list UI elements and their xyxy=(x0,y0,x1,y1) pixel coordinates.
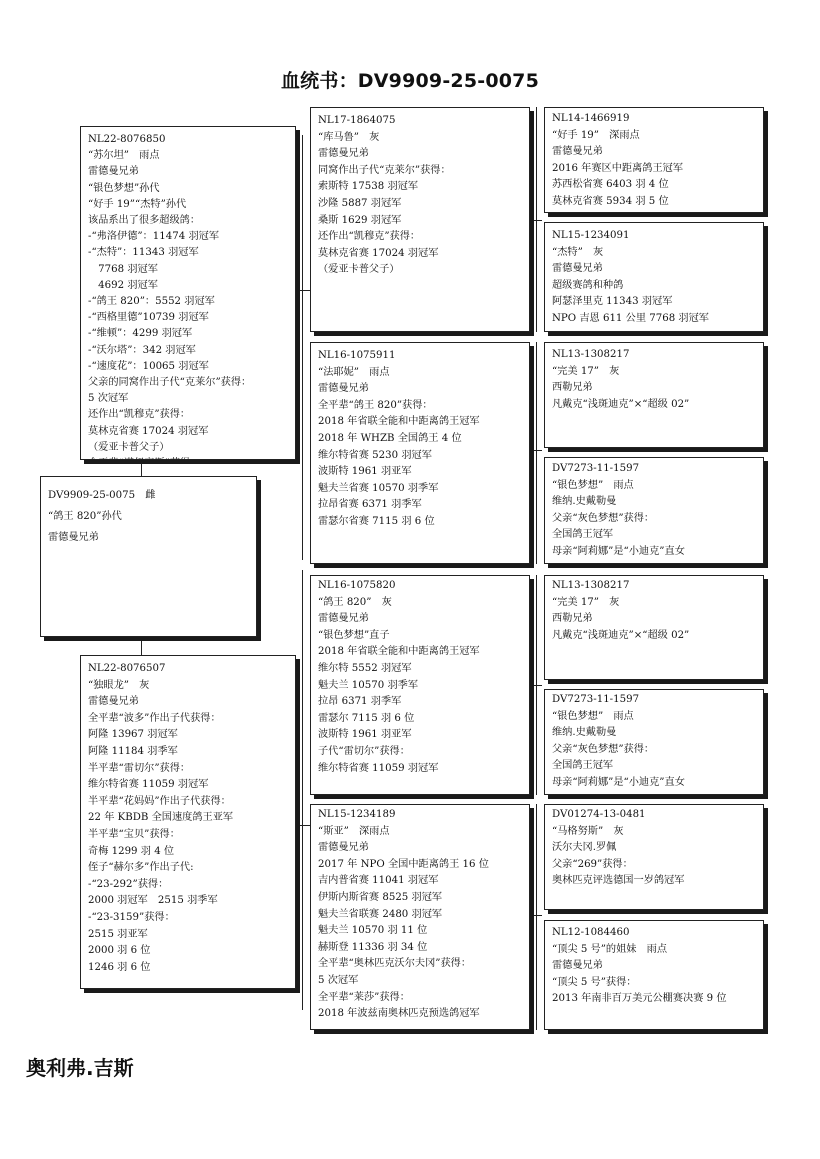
dam-dam-info-line: 魁夫兰 10570 羽 11 位 xyxy=(318,925,428,937)
dam-info-line: 阿隆 11184 羽季军 xyxy=(88,745,178,757)
dam-dam-ring-number: NL15-1234189 xyxy=(318,809,396,820)
ancestor-info-line: 莫林克省赛 5934 羽 5 位 xyxy=(552,195,669,207)
ancestor-ring-number: DV7273-11-1597 xyxy=(552,463,640,474)
connector-line xyxy=(296,825,310,826)
sire-dam-info-line: 拉昂省赛 6371 羽季军 xyxy=(318,499,422,511)
ancestor-name: “顶尖 5 号”的姐妹 雨点 xyxy=(552,943,668,955)
ancestor-info-line: 凡戴克“浅斑迪克”×“超级 02” xyxy=(552,629,690,641)
dam-info-line: 2000 羽 6 位 xyxy=(88,945,151,957)
sire-info-line: 5 次冠军 xyxy=(88,393,129,405)
dam-breeder: 雷德曼兄弟 xyxy=(88,696,139,708)
ancestor-info-line: 母亲“阿莉娜”是“小迪克”直女 xyxy=(552,776,685,788)
ancestor-breeder: 沃尔夫冈.罗佩 xyxy=(552,842,617,854)
dam-dam-info-line: 赫斯登 11336 羽 34 位 xyxy=(318,941,428,953)
sire-dam-info-line: 魁夫兰省赛 10570 羽季军 xyxy=(318,482,439,494)
dam-info-line: -“23-292”获得： xyxy=(88,878,169,890)
dam-info-line: 22 年 KBDB 全国速度鸽王亚军 xyxy=(88,812,234,824)
ancestor-ring-number: NL12-1084460 xyxy=(552,927,630,938)
ancestor-info-line: 2016 年赛区中距离鸽王冠军 xyxy=(552,162,684,174)
connector-line xyxy=(302,570,303,1010)
dam-sire-info-line: 2018 年省联全能和中距离鸽王冠军 xyxy=(318,646,480,658)
connector-line xyxy=(141,460,142,476)
sire-name: “苏尔坦” 雨点 xyxy=(88,150,160,162)
dam-info-line: 阿隆 13967 羽冠军 xyxy=(88,729,178,741)
ancestor-info-line: “顶尖 5 号”获得： xyxy=(552,976,637,988)
sire-info-line: -“弗洛伊德”：11474 羽冠军 xyxy=(88,231,220,243)
sire-info-line: -“杰特”：11343 羽冠军 xyxy=(88,247,199,259)
sire-dam-info-line: 2018 年 WHZB 全国鸽王 4 位 xyxy=(318,432,462,444)
sire-sire-ring-number: NL17-1864075 xyxy=(318,115,396,126)
dam-dam-info-line: 2017 年 NPO 全国中距离鸽王 16 位 xyxy=(318,858,489,870)
sire-info-line: -“西格里德”10739 羽冠军 xyxy=(88,312,209,324)
ancestor-name: “银色梦想” 雨点 xyxy=(552,710,634,722)
ancestor-card-g3-7 xyxy=(544,804,764,910)
ancestor-card-g3-2 xyxy=(544,222,764,332)
ancestor-info-line: 超级赛鸽和种鸽 xyxy=(552,279,624,291)
connector-line xyxy=(536,342,537,564)
dam-info-line: 维尔特省赛 11059 羽冠军 xyxy=(88,779,209,791)
dam-info-line: 2000 羽冠军 2515 羽季军 xyxy=(88,895,218,907)
ancestor-ring-number: NL13-1308217 xyxy=(552,580,630,591)
ancestor-info-line: NPO 吉恩 611 公里 7768 羽冠军 xyxy=(552,312,709,324)
ancestor-card-g3-1 xyxy=(544,107,764,213)
sire-ring-number: NL22-8076850 xyxy=(88,134,166,145)
dam-info-line: 1246 羽 6 位 xyxy=(88,961,151,973)
ancestor-breeder: 雷德曼兄弟 xyxy=(552,960,603,972)
ancestor-ring-number: NL15-1234091 xyxy=(552,230,630,241)
ancestor-ring-number: DV7273-11-1597 xyxy=(552,694,640,705)
ancestor-card-g3-8 xyxy=(544,920,764,1030)
ancestor-info-line: 苏西松省赛 6403 羽 4 位 xyxy=(552,179,669,191)
sire-sire-breeder: 雷德曼兄弟 xyxy=(318,148,369,160)
dam-dam-breeder: 雷德曼兄弟 xyxy=(318,842,369,854)
dam-info-line: 全平辈“波多”作出子代获得： xyxy=(88,712,221,724)
connector-line xyxy=(302,135,303,560)
ancestor-info-line: 阿瑟泽里克 11343 羽冠军 xyxy=(552,296,673,308)
dam-info-line: -“23-3159”获得： xyxy=(88,911,175,923)
sire-sire-info-line: 沙隆 5887 羽冠军 xyxy=(318,197,402,209)
sire-info-line: 4692 羽冠军 xyxy=(88,279,158,291)
sire-sire-info-line: 还作出“凯穆克”获得： xyxy=(318,231,421,243)
sire-dam-breeder: 雷德曼兄弟 xyxy=(318,383,369,395)
ancestor-card-g3-6 xyxy=(544,689,764,795)
ancestor-info-line: 母亲“阿莉娜”是“小迪克”直女 xyxy=(552,545,685,557)
dam-info-line: 侄子“赫尔多”作出子代: xyxy=(88,862,194,874)
ancestor-ring-number: NL14-1466919 xyxy=(552,113,630,124)
connector-line xyxy=(296,290,310,291)
sire-sire-card xyxy=(310,107,530,332)
sire-breeder: 雷德曼兄弟 xyxy=(88,166,139,178)
dam-sire-breeder: 雷德曼兄弟 xyxy=(318,613,369,625)
subject-pigeon-card xyxy=(40,476,257,637)
ancestor-breeder: 雷德曼兄弟 xyxy=(552,263,603,275)
dam-sire-info-line: 维尔特 5552 羽冠军 xyxy=(318,662,412,674)
sire-dam-name: “法耶妮” 雨点 xyxy=(318,366,390,378)
dam-sire-info-line: 子代“雷切尔”获得： xyxy=(318,745,410,757)
ancestor-breeder: 维纳.史戴勒曼 xyxy=(552,727,617,739)
sire-dam-info-line: 维尔特省赛 5230 羽冠军 xyxy=(318,449,432,461)
dam-dam-info-line: 2018 年波兹南奥林匹克预选鸽冠军 xyxy=(318,1008,480,1020)
ancestor-ring-number: DV01274-13-0481 xyxy=(552,809,646,820)
connector-line xyxy=(141,637,142,655)
connector-line xyxy=(530,220,542,221)
connector-line xyxy=(536,804,537,1030)
dam-dam-info-line: 魁夫兰省联赛 2480 羽冠军 xyxy=(318,908,443,920)
sire-info-line: “好手 19”“杰特”孙代 xyxy=(88,198,187,210)
ancestor-info-line: 奥林匹克评选德国一岁鸽冠军 xyxy=(552,875,685,887)
sire-sire-info-line: 莫林克省赛 17024 羽冠军 xyxy=(318,247,439,259)
ancestor-breeder: 维纳.史戴勒曼 xyxy=(552,496,617,508)
sire-dam-info-line: 雷瑟尔省赛 7115 羽 6 位 xyxy=(318,515,435,527)
ancestor-info-line: 父亲“灰色梦想”获得： xyxy=(552,743,655,755)
sire-info-line: -“维顿”：4299 羽冠军 xyxy=(88,328,193,340)
sire-dam-info-line: 2018 年省联全能和中距离鸽王冠军 xyxy=(318,416,480,428)
sire-dam-ring-number: NL16-1075911 xyxy=(318,350,396,361)
sire-info-line: -“鸽王 820”：5552 羽冠军 xyxy=(88,296,215,308)
dam-info-line: 2515 羽亚军 xyxy=(88,928,148,940)
sire-sire-info-line: （爱亚卡普父子） xyxy=(318,264,400,276)
dam-sire-name: “鸽王 820” 灰 xyxy=(318,596,392,608)
ancestor-info-line: 全国鸽王冠军 xyxy=(552,760,614,772)
subject-lineage: “鸽王 820”孙代 xyxy=(48,511,122,522)
dam-sire-info-line: 波斯特 1961 羽亚军 xyxy=(318,729,412,741)
dam-dam-name: “斯亚” 深雨点 xyxy=(318,825,390,837)
dam-dam-info-line: 伊斯内斯省赛 8525 羽冠军 xyxy=(318,891,443,903)
sire-info-line: -“沃尔塔”：342 羽冠军 xyxy=(88,344,196,356)
ancestor-name: “马格努斯” 灰 xyxy=(552,825,624,837)
sire-info-line: 7768 羽冠军 xyxy=(88,263,158,275)
dam-info-line: 奇梅 1299 羽 4 位 xyxy=(88,845,175,857)
dam-dam-info-line: 全平辈“莱莎”获得： xyxy=(318,991,410,1003)
connector-line xyxy=(530,685,542,686)
dam-sire-ring-number: NL16-1075820 xyxy=(318,580,396,591)
sire-dam-card xyxy=(310,342,530,564)
dam-dam-info-line: 全平辈“奥林匹克沃尔夫冈”获得： xyxy=(318,958,472,970)
ancestor-breeder: 西勒兄弟 xyxy=(552,613,593,625)
dam-dam-info-line: 5 次冠军 xyxy=(318,974,359,986)
pedigree-title: 血统书：DV9909-25-0075 xyxy=(280,70,540,92)
ancestor-card-g3-5 xyxy=(544,575,764,680)
sire-sire-info-line: 桑斯 1629 羽冠军 xyxy=(318,214,402,226)
dam-ring-number: NL22-8076507 xyxy=(88,663,166,674)
dam-dam-card xyxy=(310,804,530,1030)
sire-sire-name: “库马鲁” 灰 xyxy=(318,131,380,143)
sire-info-line: （爱亚卡普父子） xyxy=(88,441,170,453)
dam-sire-info-line: “银色梦想”直子 xyxy=(318,629,390,641)
sire-info-line: 父亲的同窝作出子代“克莱尔”获得： xyxy=(88,377,252,389)
dam-dam-info-line: 吉内普省赛 11041 羽冠军 xyxy=(318,875,439,887)
ancestor-info-line: 2013 年南非百万美元公棚赛决赛 9 位 xyxy=(552,993,727,1005)
sire-sire-info-line: 索斯特 17538 羽冠军 xyxy=(318,181,419,193)
dam-card xyxy=(80,655,296,989)
ancestor-info-line: 父亲“灰色梦想”获得： xyxy=(552,512,655,524)
ancestor-name: “好手 19” 深雨点 xyxy=(552,129,640,141)
sire-info-line: “银色梦想”孙代 xyxy=(88,182,160,194)
dam-name: “独眼龙” 灰 xyxy=(88,679,150,691)
dam-info-line: 半平辈“花妈妈”作出子代获得： xyxy=(88,795,231,807)
dam-sire-info-line: 维尔特省赛 11059 羽冠军 xyxy=(318,762,439,774)
ancestor-breeder: 雷德曼兄弟 xyxy=(552,146,603,158)
dam-sire-card xyxy=(310,575,530,795)
connector-line xyxy=(530,915,542,916)
sire-card xyxy=(80,126,296,460)
sire-dam-info-line: 波斯特 1961 羽亚军 xyxy=(318,466,412,478)
dam-info-line: 半平辈“宝贝”获得： xyxy=(88,828,180,840)
sire-info-line: 莫林克省赛 17024 羽冠军 xyxy=(88,425,209,437)
connector-line xyxy=(530,450,542,451)
ancestor-name: “完美 17” 灰 xyxy=(552,596,620,608)
ancestor-breeder: 西勒兄弟 xyxy=(552,382,593,394)
sire-dam-info-line: 全平辈“鸽王 820”获得： xyxy=(318,399,433,411)
sire-info-line xyxy=(88,456,288,460)
dam-sire-info-line: 雷瑟尔 7115 羽 6 位 xyxy=(318,712,415,724)
dam-sire-info-line: 拉昂 6371 羽季军 xyxy=(318,696,402,708)
sire-info-line: 该品系出了很多超级鸽： xyxy=(88,215,201,227)
ancestor-ring-number: NL13-1308217 xyxy=(552,349,630,360)
dam-sire-info-line: 魁夫兰 10570 羽季军 xyxy=(318,679,419,691)
sire-info-line: -“速度花”：10065 羽冠军 xyxy=(88,360,209,372)
ancestor-name: “完美 17” 灰 xyxy=(552,365,620,377)
subject-breeder: 雷德曼兄弟 xyxy=(48,532,99,543)
subject-ring-number: DV9909-25-0075 雌 xyxy=(48,490,156,501)
ancestor-name: “银色梦想” 雨点 xyxy=(552,479,634,491)
dam-info-line: 半平辈“雷切尔”获得： xyxy=(88,762,191,774)
ancestor-card-g3-4 xyxy=(544,457,764,564)
ancestor-info-line: 全国鸽王冠军 xyxy=(552,529,614,541)
ancestor-card-g3-3 xyxy=(544,342,764,448)
ancestor-name: “杰特” 灰 xyxy=(552,246,604,258)
ancestor-info-line: 父亲“269”获得： xyxy=(552,858,633,870)
owner-name: 奥利弗.吉斯 xyxy=(26,1056,134,1080)
sire-sire-info-line: 同窝作出子代“克莱尔”获得： xyxy=(318,164,451,176)
ancestor-info-line: 凡戴克“浅斑迪克”×“超级 02” xyxy=(552,398,690,410)
sire-info-line: 还作出“凯穆克”获得： xyxy=(88,409,191,421)
